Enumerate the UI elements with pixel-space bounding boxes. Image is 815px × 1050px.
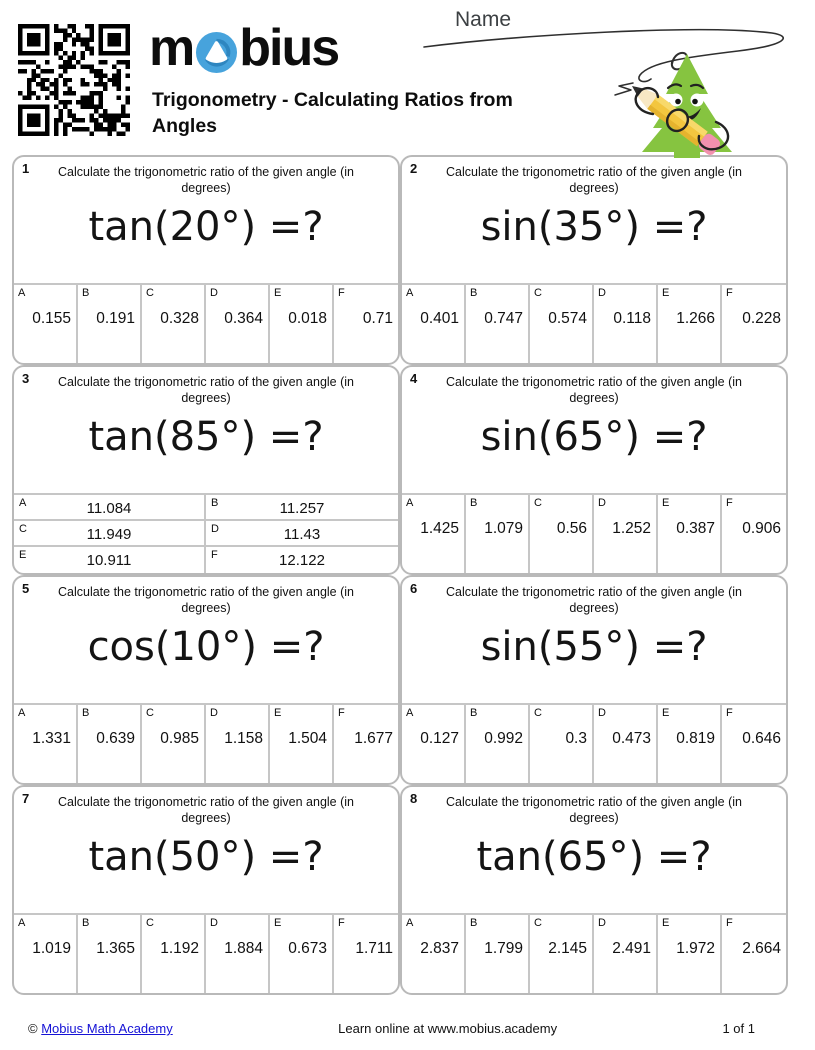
option-letter: D bbox=[598, 917, 606, 929]
option-value: 0.985 bbox=[160, 730, 199, 747]
option-value: 11.257 bbox=[279, 500, 325, 517]
option-letter: A bbox=[18, 287, 26, 299]
qr-code-icon bbox=[18, 24, 130, 136]
option-letter: A bbox=[406, 287, 414, 299]
option-letter: A bbox=[18, 707, 26, 719]
option-value: 2.145 bbox=[548, 940, 587, 957]
option-value: 0.71 bbox=[362, 310, 393, 327]
problem-instruction: Calculate the trigonometric ratio of the given angle (in degrees) bbox=[446, 585, 742, 615]
option-cell-b bbox=[466, 915, 530, 993]
option-cell-a bbox=[402, 915, 466, 993]
option-value: 0.127 bbox=[420, 730, 459, 747]
problem-number: 4 bbox=[410, 371, 418, 386]
option-letter: C bbox=[534, 497, 542, 509]
option-cell-e bbox=[270, 915, 334, 993]
problem-expression: tan(50°) =? bbox=[88, 834, 324, 881]
problems-grid bbox=[12, 155, 788, 995]
option-letter: C bbox=[534, 287, 542, 299]
option-letter: F bbox=[726, 287, 733, 299]
problem-card bbox=[12, 575, 400, 785]
option-letter: A bbox=[406, 707, 414, 719]
option-value: 1.972 bbox=[676, 940, 715, 957]
option-value: 1.711 bbox=[355, 940, 393, 957]
option-value: 0.118 bbox=[613, 310, 651, 327]
option-value: 0.747 bbox=[484, 310, 523, 327]
option-value: 10.911 bbox=[86, 552, 132, 569]
option-letter: B bbox=[82, 287, 90, 299]
option-cell-d bbox=[594, 915, 658, 993]
option-cell-e bbox=[658, 285, 722, 363]
option-value: 11.949 bbox=[86, 526, 132, 543]
problem-number: 3 bbox=[22, 371, 30, 386]
question-area bbox=[402, 157, 786, 283]
option-cell-f bbox=[334, 705, 398, 783]
option-cell-c bbox=[530, 495, 594, 573]
problem-expression: sin(65°) =? bbox=[480, 414, 708, 461]
header-doodle bbox=[400, 0, 815, 158]
option-value: 0.992 bbox=[484, 730, 523, 747]
option-value: 0.646 bbox=[742, 730, 781, 747]
option-letter: F bbox=[338, 917, 345, 929]
option-value: 1.365 bbox=[96, 940, 135, 957]
option-letter: B bbox=[470, 287, 478, 299]
publisher-link[interactable]: Mobius Math Academy bbox=[41, 1021, 173, 1036]
option-letter: D bbox=[598, 707, 606, 719]
option-value: 0.387 bbox=[676, 520, 715, 537]
problem-expression: cos(10°) =? bbox=[87, 624, 325, 671]
option-cell-d bbox=[594, 495, 658, 573]
options-grid bbox=[14, 283, 398, 363]
option-cell-b bbox=[466, 495, 530, 573]
page-indicator: 1 of 1 bbox=[722, 1021, 755, 1036]
option-cell-c bbox=[530, 915, 594, 993]
footer-center-text: Learn online at www.mobius.academy bbox=[338, 1021, 558, 1036]
option-letter: B bbox=[82, 917, 90, 929]
problem-instruction: Calculate the trigonometric ratio of the given angle (in degrees) bbox=[446, 165, 742, 195]
option-cell-b bbox=[466, 285, 530, 363]
problem-instruction: Calculate the trigonometric ratio of the given angle (in degrees) bbox=[446, 795, 742, 825]
option-letter: E bbox=[274, 707, 282, 719]
option-letter: B bbox=[470, 707, 478, 719]
option-cell-a bbox=[402, 705, 466, 783]
option-value: 1.504 bbox=[288, 730, 327, 747]
problem-instruction: Calculate the trigonometric ratio of the given angle (in degrees) bbox=[446, 375, 742, 405]
option-cell-f bbox=[722, 285, 786, 363]
option-letter: D bbox=[210, 917, 218, 929]
option-cell-c bbox=[14, 521, 206, 547]
option-cell-d bbox=[594, 705, 658, 783]
option-cell-a bbox=[14, 495, 206, 521]
option-letter: B bbox=[82, 707, 90, 719]
option-cell-b bbox=[466, 705, 530, 783]
problem-card bbox=[12, 785, 400, 995]
question-area bbox=[402, 787, 786, 913]
name-line-doodle bbox=[424, 30, 783, 82]
option-cell-d bbox=[206, 915, 270, 993]
option-value: 1.425 bbox=[420, 520, 459, 537]
option-letter: E bbox=[274, 287, 282, 299]
copyright-symbol: © bbox=[28, 1021, 38, 1036]
option-letter: A bbox=[19, 497, 27, 509]
option-letter: E bbox=[662, 707, 670, 719]
problem-card bbox=[400, 155, 788, 365]
option-value: 0.673 bbox=[288, 940, 327, 957]
option-letter: B bbox=[470, 497, 478, 509]
option-cell-a bbox=[14, 705, 78, 783]
question-area bbox=[402, 367, 786, 493]
option-value: 0.473 bbox=[612, 730, 651, 747]
option-value: 2.491 bbox=[612, 940, 651, 957]
option-letter: C bbox=[146, 287, 154, 299]
option-cell-b bbox=[206, 495, 398, 521]
option-value: 0.574 bbox=[548, 310, 587, 327]
option-cell-c bbox=[142, 285, 206, 363]
problem-instruction: Calculate the trigonometric ratio of the given angle (in degrees) bbox=[58, 375, 354, 405]
problem-card bbox=[400, 785, 788, 995]
option-cell-c bbox=[530, 705, 594, 783]
option-value: 0.155 bbox=[32, 310, 71, 327]
option-letter: C bbox=[146, 917, 154, 929]
option-letter: A bbox=[406, 497, 414, 509]
problem-number: 6 bbox=[410, 581, 418, 596]
problem-expression: tan(65°) =? bbox=[476, 834, 712, 881]
problem-expression: sin(55°) =? bbox=[480, 624, 708, 671]
footer bbox=[0, 1021, 815, 1036]
worksheet-title: Trigonometry - Calculating Ratios from Angles bbox=[152, 89, 513, 137]
option-cell-e bbox=[658, 495, 722, 573]
problem-instruction: Calculate the trigonometric ratio of the given angle (in degrees) bbox=[58, 795, 354, 825]
option-letter: E bbox=[274, 917, 282, 929]
option-letter: F bbox=[726, 917, 733, 929]
option-letter: D bbox=[598, 497, 606, 509]
option-letter: F bbox=[338, 287, 345, 299]
option-value: 2.664 bbox=[742, 940, 781, 957]
option-cell-b bbox=[78, 285, 142, 363]
options-grid bbox=[14, 703, 398, 783]
problem-number: 7 bbox=[22, 791, 30, 806]
logo-text-rest: bius bbox=[239, 19, 339, 77]
option-value: 1.331 bbox=[32, 730, 71, 747]
option-letter: E bbox=[662, 287, 670, 299]
problem-card bbox=[12, 155, 400, 365]
problem-number: 8 bbox=[410, 791, 418, 806]
option-cell-e bbox=[658, 915, 722, 993]
option-value: 0.639 bbox=[96, 730, 135, 747]
option-value: 1.019 bbox=[32, 940, 71, 957]
option-letter: A bbox=[18, 917, 26, 929]
option-value: 0.191 bbox=[96, 310, 135, 327]
option-cell-e bbox=[14, 547, 206, 573]
option-value: 1.192 bbox=[160, 940, 199, 957]
option-cell-d bbox=[594, 285, 658, 363]
option-cell-a bbox=[402, 285, 466, 363]
option-letter: C bbox=[534, 707, 542, 719]
question-area bbox=[14, 157, 398, 283]
problem-number: 5 bbox=[22, 581, 30, 596]
option-letter: E bbox=[19, 549, 27, 561]
option-value: 1.884 bbox=[224, 940, 263, 957]
option-letter: B bbox=[470, 917, 478, 929]
problem-card bbox=[12, 365, 400, 575]
option-cell-f bbox=[722, 495, 786, 573]
option-value: 1.799 bbox=[484, 940, 523, 957]
option-value: 2.837 bbox=[420, 940, 459, 957]
option-value: 1.158 bbox=[224, 730, 263, 747]
option-cell-c bbox=[142, 705, 206, 783]
problem-number: 1 bbox=[22, 161, 30, 176]
option-cell-c bbox=[530, 285, 594, 363]
option-cell-b bbox=[78, 705, 142, 783]
option-letter: C bbox=[146, 707, 154, 719]
option-value: 0.401 bbox=[420, 310, 459, 327]
problem-instruction: Calculate the trigonometric ratio of the given angle (in degrees) bbox=[58, 165, 354, 195]
option-letter: D bbox=[598, 287, 606, 299]
option-cell-e bbox=[270, 705, 334, 783]
options-grid bbox=[14, 913, 398, 993]
option-value: 1.677 bbox=[354, 730, 393, 747]
name-label: Name bbox=[455, 8, 512, 31]
logo-text-m: m bbox=[149, 19, 194, 77]
option-value: 0.364 bbox=[224, 310, 263, 327]
option-cell-f bbox=[722, 705, 786, 783]
option-cell-e bbox=[658, 705, 722, 783]
option-value: 0.328 bbox=[160, 310, 199, 327]
problem-number: 2 bbox=[410, 161, 418, 176]
copyright-line bbox=[28, 1021, 173, 1036]
options-grid bbox=[402, 703, 786, 783]
options-grid bbox=[402, 493, 786, 573]
mobius-logo bbox=[149, 18, 338, 78]
option-value: 11.084 bbox=[86, 500, 132, 517]
option-value: 0.906 bbox=[742, 520, 781, 537]
option-letter: D bbox=[210, 287, 218, 299]
option-cell-b bbox=[78, 915, 142, 993]
option-letter: E bbox=[662, 917, 670, 929]
option-letter: C bbox=[534, 917, 542, 929]
option-letter: D bbox=[211, 523, 219, 535]
problem-expression: tan(20°) =? bbox=[88, 204, 324, 251]
option-letter: E bbox=[662, 497, 670, 509]
mobius-loop-icon bbox=[195, 31, 238, 74]
option-letter: A bbox=[406, 917, 414, 929]
option-cell-f bbox=[334, 915, 398, 993]
option-cell-d bbox=[206, 285, 270, 363]
options-grid bbox=[402, 283, 786, 363]
problem-card bbox=[400, 365, 788, 575]
question-area bbox=[14, 577, 398, 703]
option-cell-e bbox=[270, 285, 334, 363]
question-area bbox=[14, 367, 398, 493]
option-letter: F bbox=[338, 707, 345, 719]
option-value: 0.3 bbox=[565, 730, 587, 747]
option-letter: F bbox=[211, 549, 218, 561]
option-letter: F bbox=[726, 707, 733, 719]
option-letter: D bbox=[210, 707, 218, 719]
option-cell-f bbox=[722, 915, 786, 993]
option-cell-a bbox=[14, 915, 78, 993]
option-letter: C bbox=[19, 523, 27, 535]
option-value: 0.018 bbox=[288, 310, 327, 327]
option-cell-d bbox=[206, 705, 270, 783]
option-cell-a bbox=[14, 285, 78, 363]
problem-card bbox=[400, 575, 788, 785]
option-cell-f bbox=[206, 547, 398, 573]
worksheet-header bbox=[0, 0, 815, 155]
option-value: 0.819 bbox=[676, 730, 715, 747]
option-value: 1.079 bbox=[484, 520, 523, 537]
option-cell-f bbox=[334, 285, 398, 363]
option-cell-c bbox=[142, 915, 206, 993]
option-letter: F bbox=[726, 497, 733, 509]
problem-expression: sin(35°) =? bbox=[480, 204, 708, 251]
option-value: 12.122 bbox=[279, 552, 325, 569]
option-value: 0.56 bbox=[556, 520, 587, 537]
option-value: 1.252 bbox=[612, 520, 651, 537]
options-grid bbox=[402, 913, 786, 993]
options-grid bbox=[14, 493, 398, 573]
option-value: 0.228 bbox=[742, 310, 781, 327]
question-area bbox=[402, 577, 786, 703]
option-value: 11.43 bbox=[283, 526, 321, 543]
option-cell-a bbox=[402, 495, 466, 573]
option-letter: B bbox=[211, 497, 219, 509]
question-area bbox=[14, 787, 398, 913]
option-cell-d bbox=[206, 521, 398, 547]
option-value: 1.266 bbox=[676, 310, 715, 327]
problem-instruction: Calculate the trigonometric ratio of the given angle (in degrees) bbox=[58, 585, 354, 615]
problem-expression: tan(85°) =? bbox=[88, 414, 324, 461]
